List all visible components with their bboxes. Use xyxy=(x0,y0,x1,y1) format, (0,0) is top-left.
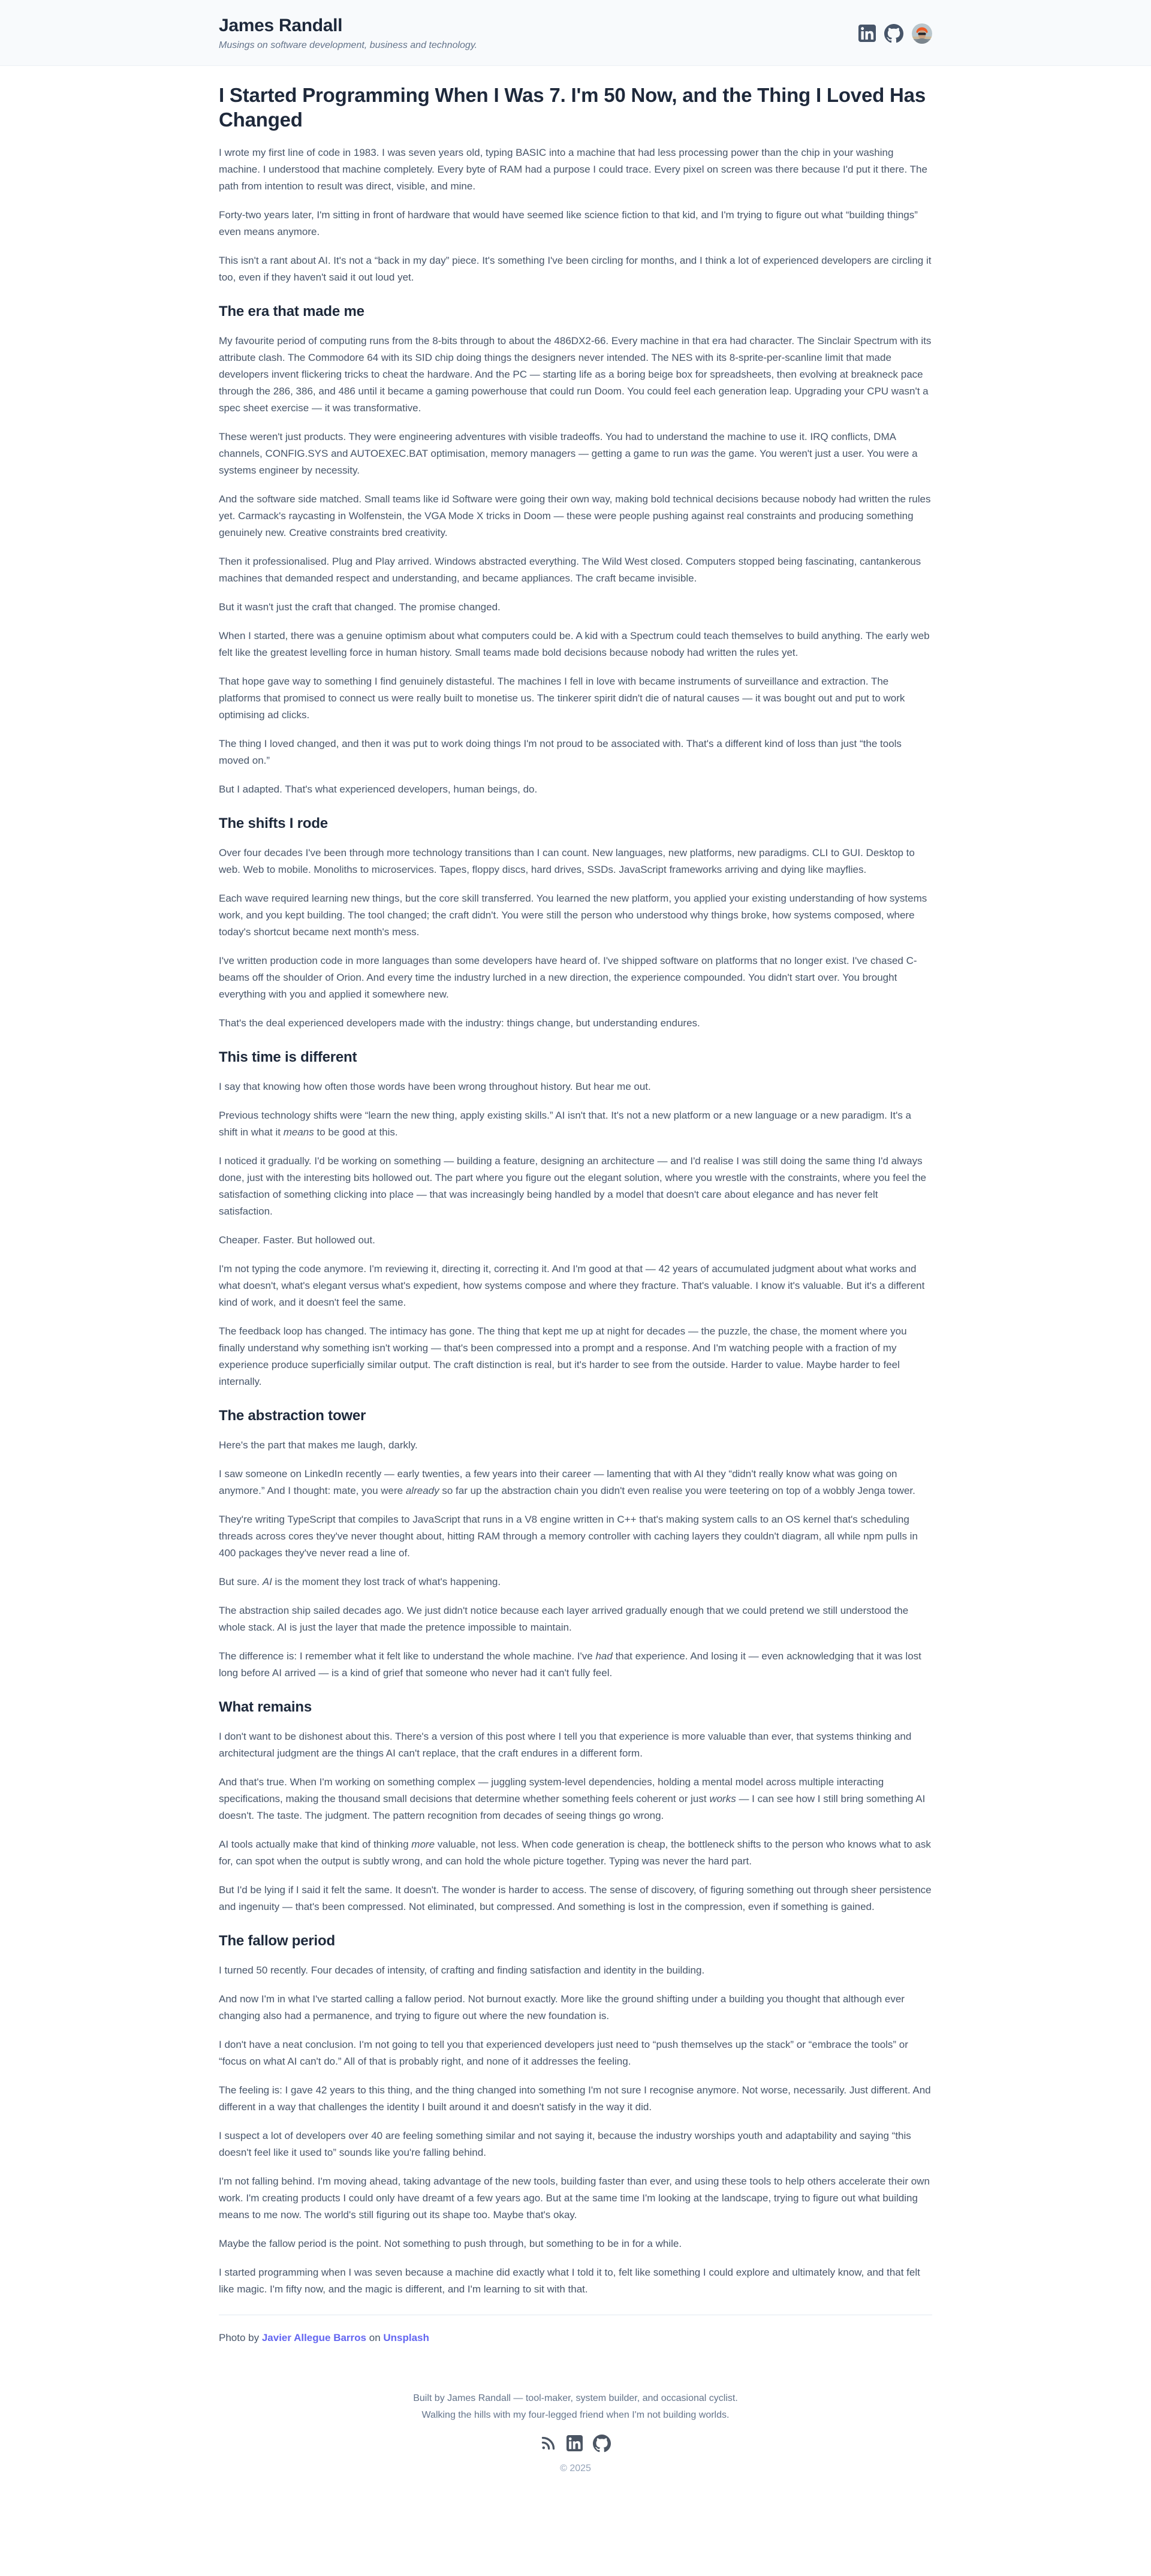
article-paragraph: And that's true. When I'm working on something complex — juggling system-level dependencies, holding a mental model across multiple interacting specifications, making the thousand small decisions that determine whether something feels coherent or just works — I can see how I still bring something AI doesn't. The taste. The judgment. The pattern recognition from decades of seeing things go wrong. xyxy=(219,1776,926,1821)
github-icon[interactable] xyxy=(593,2435,611,2453)
site-tagline: Musings on software development, business and technology. xyxy=(219,40,478,50)
site-name[interactable]: James Randall xyxy=(219,16,343,35)
article xyxy=(219,83,932,2346)
article-paragraph: I suspect a lot of developers over 40 are feeling something similar and not saying it, because the industry worships youth and adaptability and saying “this doesn't feel like it used to” sounds like you're falling behind. xyxy=(219,2129,911,2158)
article-paragraph: Cheaper. Faster. But hollowed out. xyxy=(219,1234,375,1246)
article-paragraph: I say that knowing how often those words have been wrong throughout history. But hear me out. xyxy=(219,1080,651,1092)
page-title: I Started Programming When I Was 7. I'm 50 Now, and the Thing I Loved Has Changed xyxy=(219,84,926,131)
copyright: © 2025 xyxy=(560,2463,591,2473)
section-heading: The fallow period xyxy=(219,1932,335,1949)
article-paragraph: I noticed it gradually. I'd be working on something — building a feature, designing an architecture — and I'd realise I was still doing the same thing I'd always done, just with the interesting bits hollowed out. The part where you figure out the elegant solution, where you wrestle with the constraints, where you feel the satisfaction of something clicking into place — that was increasingly being handled by a model that doesn't care about elegance and has never felt satisfaction. xyxy=(219,1155,926,1217)
article-paragraph: Then it professionalised. Plug and Play arrived. Windows abstracted everything. The Wild West closed. Computers stopped being fascinating, cantankerous machines that demanded respect and understanding, and became appliances. The craft became invisible. xyxy=(219,555,921,584)
emphasis-text: more xyxy=(411,1838,435,1850)
linkedin-icon[interactable] xyxy=(858,25,876,42)
article-paragraph: The feeling is: I gave 42 years to this thing, and the thing changed into something I'm not sure I recognise anymore. Not worse, necessarily. Just different. And different in a way that challenges the identity I built around it and doesn't satisfy in the way it did. xyxy=(219,2084,931,2113)
emphasis-text: already xyxy=(405,1484,439,1496)
header-social-icons xyxy=(858,23,932,44)
section-heading: The era that made me xyxy=(219,303,364,320)
article-paragraph: But I adapted. That's what experienced developers, human beings, do. xyxy=(219,783,538,795)
footer-social-icons xyxy=(0,2435,1151,2453)
section-heading: The abstraction tower xyxy=(219,1407,366,1424)
article-paragraph: I turned 50 recently. Four decades of intensity, of crafting and finding satisfaction and identity in the building. xyxy=(219,1964,705,1976)
footer-line2: Walking the hills with my four-legged friend when I'm not building worlds. xyxy=(421,2409,730,2420)
article-paragraph: I'm not typing the code anymore. I'm reviewing it, directing it, correcting it. And I'm good at that — 42 years of accumulated judgment about what works and what doesn't, what's elegant versus what's expedient, how systems compose and where they fracture. That's valuable. I know it's valuable. But it's a different kind of work, and it doesn't feel the same. xyxy=(219,1263,925,1308)
article-paragraph: That hope gave way to something I find genuinely distasteful. The machines I fell in love with became instruments of surveillance and extraction. The platforms that promised to connect us were really built to monetise us. The tinkerer spirit didn't die of natural causes — it was bought out and put to work optimising ad clicks. xyxy=(219,675,905,721)
site-identity xyxy=(219,16,477,51)
article-paragraph: The thing I loved changed, and then it was put to work doing things I'm not proud to be associated with. That's a different kind of loss than just “the tools moved on.” xyxy=(219,737,902,766)
emphasis-text: was xyxy=(691,447,709,459)
article-paragraph: This isn't a rant about AI. It's not a “back in my day” piece. It's something I've been circling for months, and I think a lot of experienced developers are circling it too, even if they haven't said it out loud yet. xyxy=(219,254,932,283)
article-paragraph: But sure. AI is the moment they lost track of what's happening. xyxy=(219,1575,501,1587)
article-body xyxy=(219,144,932,2298)
article-paragraph: Here's the part that makes me laugh, darkly. xyxy=(219,1439,418,1451)
emphasis-text: had xyxy=(595,1650,613,1662)
section-heading: This time is different xyxy=(219,1049,357,1065)
article-paragraph: I started programming when I was seven because a machine did exactly what I told it to, felt like something I could explore and ultimately know, and that felt like magic. I'm fifty now, and the magic is different, and I'm learning to sit with that. xyxy=(219,2266,920,2295)
photo-author-link[interactable]: Javier Allegue Barros xyxy=(261,2331,367,2343)
article-paragraph: My favourite period of computing runs from the 8-bits through to about the 486DX2-66. Every machine in that era had character. The Sinclair Spectrum with its attribute clash. The Commodore 64 with its SID chip doing things the designers never intended. The NES with its 8-sprite-per-scanline limit that made developers invent flickering tricks to cheat the hardware. And the PC — starting life as a boring beige box for spreadsheets, then evolving at breakneck pace through the 286, 386, and 486 until it became a gaming powerhouse that could run Doom. You could feel each generation leap. Upgrading your CPU wasn't a spec sheet exercise — it was transformative. xyxy=(219,335,932,414)
section-heading: What remains xyxy=(219,1698,312,1715)
article-paragraph: Previous technology shifts were “learn the new thing, apply existing skills.” AI isn't that. It's not a new platform or a new language or a new paradigm. It's a shift in what it means to be good at this. xyxy=(219,1109,911,1138)
emphasis-text: works xyxy=(709,1792,736,1804)
site-footer xyxy=(0,2391,1151,2474)
article-paragraph: The abstraction ship sailed decades ago. We just didn't notice because each layer arrived gradually enough that we could pretend we still understood the whole stack. AI is just the layer that made the pretence impossible to maintain. xyxy=(219,1604,909,1633)
article-paragraph: But I'd be lying if I said it felt the same. It doesn't. The wonder is harder to access. The sense of discovery, of figuring something out through sheer persistence and ingenuity — that's been compressed. Not eliminated, but compressed. And something is lost in the compression, even if something is gained. xyxy=(219,1884,932,1912)
article-paragraph: I've written production code in more languages than some developers have heard of. I've shipped software on platforms that no longer exist. I've chased C-beams off the shoulder of Orion. And every time the industry lurched in a new direction, the experience compounded. You didn't start over. You brought everything with you and applied it somewhere new. xyxy=(219,954,917,1000)
article-paragraph: Forty-two years later, I'm sitting in front of hardware that would have seemed like science fiction to that kid, and I'm trying to figure out what “building things” even means anymore. xyxy=(219,209,918,237)
section-heading: The shifts I rode xyxy=(219,815,328,831)
article-paragraph: I wrote my first line of code in 1983. I was seven years old, typing BASIC into a machine that had less processing power than the chip in your washing machine. I understood that machine completely. Every byte of RAM had a purpose I could trace. Every pixel on screen was there because I'd put it there. The path from intention to result was direct, visible, and mine. xyxy=(219,146,927,192)
article-paragraph: But it wasn't just the craft that changed. The promise changed. xyxy=(219,601,501,613)
article-paragraph: They're writing TypeScript that compiles to JavaScript that runs in a V8 engine written in C++ that's making system calls to an OS kernel that's scheduling threads across cores they've never thought about, hitting RAM through a memory controller with caching layers they couldn't diagram, all while npm pulls in 400 packages they've never read a line of. xyxy=(219,1513,918,1559)
avatar[interactable] xyxy=(912,23,932,44)
photo-source-link[interactable]: Unsplash xyxy=(383,2331,429,2343)
article-paragraph: I saw someone on LinkedIn recently — early twenties, a few years into their career — lamenting that with AI they “didn't really know what was going on anymore.” And I thought: mate, you were already so far up the abstraction chain you didn't even realise you were teetering on top of a wobbly Jenga tower. xyxy=(219,1468,915,1496)
article-paragraph: That's the deal experienced developers made with the industry: things change, but understanding endures. xyxy=(219,1017,700,1029)
article-paragraph: When I started, there was a genuine optimism about what computers could be. A kid with a Spectrum could teach themselves to build anything. The early web felt like the greatest levelling force in human history. Small teams made bold decisions because nobody had written the rules yet. xyxy=(219,629,930,658)
article-paragraph: And now I'm in what I've started calling a fallow period. Not burnout exactly. More like the ground shifting under a building you thought that although ever changing also had a permanence, and trying to figure out where the new foundation is. xyxy=(219,1993,905,2021)
article-paragraph: The feedback loop has changed. The intimacy has gone. The thing that kept me up at night for decades — the puzzle, the chase, the moment where you finally understand why something isn't working — that's been compressed into a prompt and a response. And I'm watching people with a fraction of my experience produce superficially similar output. The craft distinction is real, but it's harder to see from the outside. Harder to value. Maybe harder to feel internally. xyxy=(219,1325,907,1387)
article-paragraph: These weren't just products. They were engineering adventures with visible tradeoffs. You had to understand the machine to use it. IRQ conflicts, DMA channels, CONFIG.SYS and AUTOEXEC.BAT optimisation, memory managers — getting a game to run was the game. You weren't just a user. You were a systems engineer by necessity. xyxy=(219,430,918,476)
article-paragraph: Over four decades I've been through more technology transitions than I can count. New languages, new platforms, new paradigms. CLI to GUI. Desktop to web. Web to mobile. Monoliths to microservices. Tapes, floppy discs, hard drives, SSDs. JavaScript frameworks arriving and dying like mayflies. xyxy=(219,846,915,875)
article-paragraph: And the software side matched. Small teams like id Software were going their own way, making bold technical decisions because nobody had written the rules yet. Carmack's raycasting in Wolfenstein, the VGA Mode X tricks in Doom — these were people pushing against real constraints and producing something genuinely new. Creative constraints bred creativity. xyxy=(219,493,931,538)
linkedin-icon[interactable] xyxy=(567,2435,583,2451)
photo-credit-text: on xyxy=(366,2331,384,2343)
article-paragraph: Each wave required learning new things, but the core skill transferred. You learned the new platform, you applied your existing understanding of how systems work, and you kept building. The tool changed; the craft didn't. You were still the person who understood why things broke, how systems composed, where today's shortcut became next month's mess. xyxy=(219,892,927,938)
article-paragraph: The difference is: I remember what it felt like to understand the whole machine. I've had that experience. And losing it — even acknowledging that it was lost long before AI arrived — is a kind of grief that someone who never had it can't fully feel. xyxy=(219,1650,921,1679)
github-icon[interactable] xyxy=(884,24,903,43)
site-header xyxy=(0,0,1151,66)
article-paragraph: I'm not falling behind. I'm moving ahead, taking advantage of the new tools, building faster than ever, and using these tools to help others accelerate their own work. I'm creating products I could only have dreamt of a few years ago. But at the same time I'm looking at the landscape, trying to figure out what building means to me now. The world's still figuring out its shape too. Maybe that's okay. xyxy=(219,2175,930,2221)
article-paragraph: AI tools actually make that kind of thinking more valuable, not less. When code generation is cheap, the bottleneck shifts to the person who knows what to ask for, can spot when the output is subtly wrong, and can hold the whole picture together. Typing was never the hard part. xyxy=(219,1838,931,1867)
article-paragraph: I don't want to be dishonest about this. There's a version of this post where I tell you that experience is more valuable than ever, that systems thinking and architectural judgment are the things AI can't replace, that the craft endures in a different form. xyxy=(219,1730,912,1759)
photo-credit xyxy=(219,2330,932,2346)
article-paragraph: Maybe the fallow period is the point. Not something to push through, but something to be in for a while. xyxy=(219,2237,682,2249)
emphasis-text: means xyxy=(283,1126,314,1138)
rss-icon[interactable] xyxy=(540,2435,556,2451)
emphasis-text: AI xyxy=(262,1575,272,1587)
article-paragraph: I don't have a neat conclusion. I'm not going to tell you that experienced developers just need to “push themselves up the stack” or “embrace the tools” or “focus on what AI can't do.” All of that is probably right, and none of it addresses the feeling. xyxy=(219,2038,908,2067)
photo-credit-text: Photo by xyxy=(219,2331,262,2343)
footer-line1: Built by James Randall — tool-maker, system builder, and occasional cyclist. xyxy=(413,2393,738,2403)
